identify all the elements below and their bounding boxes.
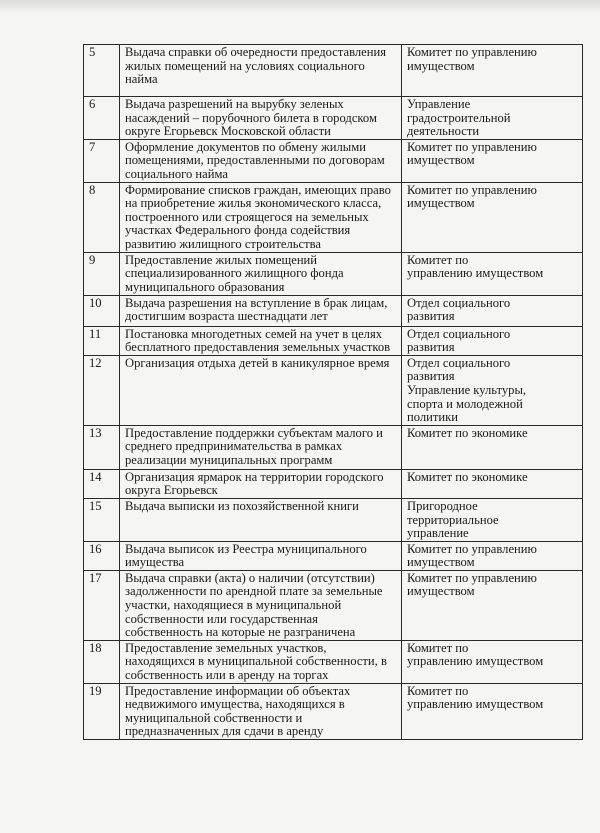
department-line: имуществом [407, 58, 475, 73]
service-name-line: построенного или строящегося на земельных [125, 209, 369, 224]
row-number: 11 [84, 326, 120, 355]
scan-edge [0, 0, 600, 14]
table-row [84, 139, 583, 182]
department-line: управлению имуществом [407, 697, 544, 712]
service-name-line: Предоставление земельных участков, [125, 640, 327, 655]
service-name-line: Предоставление поддержки субъектам малого и [125, 425, 383, 440]
department-line: имуществом [407, 153, 475, 168]
row-number: 10 [84, 295, 120, 326]
row-number: 7 [84, 139, 120, 182]
service-name-line: Оформление документов по обмену жилыми [125, 139, 366, 154]
table-row [84, 295, 583, 326]
service-name-cell [120, 640, 402, 683]
service-name-line: реализации муниципальных программ [125, 452, 333, 467]
service-name-line: Постановка многодетных семей на учет в целях [125, 326, 383, 341]
department-line: Отдел социального [407, 326, 511, 341]
department-cell [402, 97, 583, 140]
department-cell [402, 252, 583, 295]
table-row [84, 97, 583, 140]
department-line: Пригородное [407, 498, 478, 513]
department-line: имуществом [407, 584, 475, 599]
service-name-line: бесплатного предоставления земельных участков [125, 340, 391, 355]
service-name-line: округа Егорьевск [125, 483, 218, 498]
service-name-line: Предоставление информации об объектах [125, 683, 351, 698]
department-line: развития [407, 340, 455, 355]
service-name-line: недвижимого имущества, находящихся в [125, 697, 345, 712]
table-row [84, 640, 583, 683]
service-name-line: Выдача разрешений на вырубку зеленых [125, 97, 344, 111]
service-name-line: задолженности по арендной плате за земельные [125, 584, 383, 599]
department-line: Комитет по [407, 252, 469, 267]
row-number: 14 [84, 469, 120, 498]
department-cell [402, 295, 583, 326]
service-name-cell [120, 541, 402, 570]
service-name-line: Организация ярмарок на территории городского [125, 469, 384, 484]
service-name-line: Формирование списков граждан, имеющих право [125, 182, 391, 197]
department-cell [402, 355, 583, 425]
department-line: имуществом [407, 196, 475, 211]
service-name-cell [120, 498, 402, 541]
service-name-line: жилых помещений на условиях социального [125, 58, 365, 73]
row-number: 6 [84, 97, 120, 140]
department-cell [402, 683, 583, 739]
department-line: территориальное [407, 512, 499, 527]
service-name-line: собственности или государственная [125, 611, 318, 626]
service-name-line: округе Егорьевск Московской области [125, 124, 331, 139]
department-line: развития [407, 309, 455, 324]
department-line: Комитет по экономике [407, 469, 528, 484]
service-name-line: среднего предпринимательства в рамках [125, 439, 343, 454]
department-cell [402, 182, 583, 252]
service-name-line: Выдача справки об очередности предоставления [125, 45, 387, 59]
department-line: развития [407, 369, 455, 384]
service-name-line: на приобретение жилья экономического класса, [125, 196, 382, 211]
service-name-line: Предоставление жилых помещений [125, 252, 318, 267]
service-name-line: социального найма [125, 166, 228, 181]
service-name-line: достигшим возраста шестнадцати лет [125, 309, 328, 324]
department-cell [402, 640, 583, 683]
table-row [84, 425, 583, 469]
department-cell [402, 139, 583, 182]
service-name-cell [120, 355, 402, 425]
service-name-line: муниципальной собственности и [125, 710, 303, 725]
service-name-cell [120, 683, 402, 739]
service-name-line: предназначенных для сдачи в аренду [125, 724, 324, 739]
row-number: 5 [84, 45, 120, 97]
service-name-line: Выдача выписок из Реестра муниципального [125, 541, 367, 556]
department-line: Отдел социального [407, 355, 511, 370]
department-line: политики [407, 410, 458, 425]
department-cell [402, 45, 583, 97]
department-line: деятельности [407, 124, 480, 139]
row-number: 12 [84, 355, 120, 425]
department-line: управлению имуществом [407, 266, 544, 281]
service-name-line: собственность на которые не разграничена [125, 625, 356, 640]
table-row [84, 541, 583, 570]
service-name-line: участки, находящиеся в муниципальной [125, 598, 342, 613]
service-name-line: Выдача выписки из похозяйственной книги [125, 498, 359, 513]
department-line: Комитет по [407, 683, 469, 698]
department-line: Комитет по управлению [407, 139, 537, 154]
department-line: Комитет по управлению [407, 541, 537, 556]
department-cell [402, 425, 583, 469]
row-number: 19 [84, 683, 120, 739]
service-name-line: насаждений – порубочного билета в городском [125, 110, 377, 125]
service-name-line: собственность или в аренду на торгах [125, 668, 329, 683]
department-cell [402, 498, 583, 541]
service-name-cell [120, 570, 402, 640]
service-name-line: найма [125, 72, 158, 87]
department-cell [402, 570, 583, 640]
table-row [84, 469, 583, 498]
service-name-line: развитию жилищного строительства [125, 236, 322, 251]
row-number: 8 [84, 182, 120, 252]
department-cell [402, 541, 583, 570]
service-name-line: Выдача разрешения на вступление в брак лицам, [125, 295, 388, 310]
service-name-line: специализированного жилищного фонда [125, 266, 344, 281]
table-row [84, 182, 583, 252]
service-name-line: помещениями, предоставленными по договорам [125, 153, 385, 168]
department-line: Комитет по [407, 640, 469, 655]
row-number: 17 [84, 570, 120, 640]
row-number: 15 [84, 498, 120, 541]
department-line: Отдел социального [407, 295, 511, 310]
department-line: спорта и молодежной [407, 396, 523, 411]
service-name-line: имущества [125, 555, 185, 570]
department-line: Комитет по управлению [407, 182, 537, 197]
department-cell [402, 326, 583, 355]
service-name-cell [120, 295, 402, 326]
services-table [83, 44, 583, 740]
service-name-cell [120, 326, 402, 355]
department-line: Комитет по экономике [407, 425, 528, 440]
services-table-body [84, 45, 583, 740]
service-name-cell [120, 469, 402, 498]
department-line: Управление [407, 97, 471, 111]
service-name-line: находящихся в муниципальной собственности, в [125, 654, 387, 669]
table-row [84, 498, 583, 541]
row-number: 9 [84, 252, 120, 295]
department-line: управлению имуществом [407, 654, 544, 669]
department-line: градостроительной [407, 110, 511, 125]
department-line: управление [407, 526, 469, 541]
service-name-line: участках Федерального фонда содействия [125, 223, 351, 238]
service-name-cell [120, 97, 402, 140]
department-line: Комитет по управлению [407, 570, 537, 585]
department-line: имуществом [407, 555, 475, 570]
service-name-cell [120, 182, 402, 252]
service-name-cell [120, 45, 402, 97]
table-row [84, 355, 583, 425]
department-cell [402, 469, 583, 498]
table-row [84, 570, 583, 640]
row-number: 16 [84, 541, 120, 570]
department-line: Управление культуры, [407, 382, 527, 397]
table-row [84, 683, 583, 739]
row-number: 18 [84, 640, 120, 683]
service-name-cell [120, 252, 402, 295]
service-name-line: муниципального образования [125, 279, 285, 294]
table-row [84, 326, 583, 355]
service-name-line: Организация отдыха детей в каникулярное время [125, 355, 390, 370]
service-name-line: Выдача справки (акта) о наличии (отсутствии) [125, 570, 375, 585]
department-line: Комитет по управлению [407, 45, 537, 59]
service-name-cell [120, 425, 402, 469]
table-row [84, 45, 583, 97]
row-number: 13 [84, 425, 120, 469]
table-row [84, 252, 583, 295]
service-name-cell [120, 139, 402, 182]
